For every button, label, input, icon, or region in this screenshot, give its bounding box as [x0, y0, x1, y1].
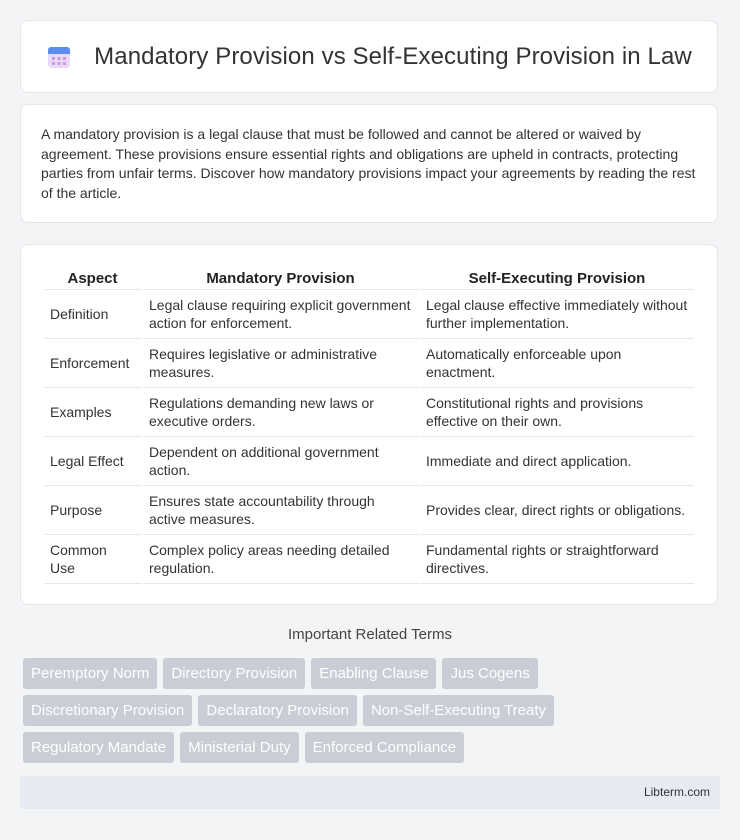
intro-card	[20, 104, 718, 223]
related-term-tag[interactable]: Discretionary Provision	[23, 695, 192, 726]
cell-mandatory: Dependent on additional government action.	[143, 437, 418, 486]
related-term-tag[interactable]: Peremptory Norm	[23, 658, 157, 689]
header-aspect: Aspect	[44, 263, 141, 290]
cell-aspect: Purpose	[44, 486, 141, 535]
intro-text: A mandatory provision is a legal clause that must be followed and cannot be altered or waived by agreement. These provisions ensure essential rights and obligations are upheld in contracts, protecting parties from unfair terms. Discover how mandatory provisions impact your agreements by reading the rest of the article.	[41, 126, 696, 201]
cell-aspect: Enforcement	[44, 339, 141, 388]
comparison-card	[20, 244, 718, 605]
related-terms-title: Important Related Terms	[288, 626, 452, 643]
related-term-tag[interactable]: Regulatory Mandate	[23, 732, 174, 763]
related-terms-list	[23, 658, 723, 769]
footer	[20, 776, 720, 809]
table-row	[44, 290, 694, 339]
related-term-tag[interactable]: Enabling Clause	[311, 658, 436, 689]
related-term-tag[interactable]: Non-Self-Executing Treaty	[363, 695, 554, 726]
related-terms-row	[23, 658, 723, 689]
calendar-icon	[46, 44, 72, 70]
table-row	[44, 388, 694, 437]
footer-brand[interactable]: Libterm.com	[643, 785, 710, 799]
related-term-tag[interactable]: Jus Cogens	[442, 658, 537, 689]
page-title: Mandatory Provision vs Self-Executing Provision in Law	[94, 42, 692, 70]
table-row	[44, 437, 694, 486]
header-self-executing: Self-Executing Provision	[420, 263, 694, 290]
cell-self-executing: Fundamental rights or straightforward directives.	[420, 535, 694, 584]
related-term-tag[interactable]: Declaratory Provision	[198, 695, 357, 726]
cell-mandatory: Regulations demanding new laws or executive orders.	[143, 388, 418, 437]
cell-aspect: Legal Effect	[44, 437, 141, 486]
cell-aspect: Examples	[44, 388, 141, 437]
header-mandatory: Mandatory Provision	[143, 263, 418, 290]
cell-mandatory: Ensures state accountability through active measures.	[143, 486, 418, 535]
cell-self-executing: Legal clause effective immediately without further implementation.	[420, 290, 694, 339]
cell-self-executing: Constitutional rights and provisions effective on their own.	[420, 388, 694, 437]
cell-mandatory: Requires legislative or administrative measures.	[143, 339, 418, 388]
cell-aspect: Definition	[44, 290, 141, 339]
related-terms-row	[23, 732, 723, 763]
cell-self-executing: Automatically enforceable upon enactment.	[420, 339, 694, 388]
cell-aspect: Common Use	[44, 535, 141, 584]
cell-self-executing: Provides clear, direct rights or obligations.	[420, 486, 694, 535]
table-row	[44, 486, 694, 535]
comparison-table	[42, 263, 696, 584]
related-term-tag[interactable]: Ministerial Duty	[180, 732, 299, 763]
related-term-tag[interactable]: Directory Provision	[163, 658, 305, 689]
related-term-tag[interactable]: Enforced Compliance	[305, 732, 464, 763]
table-header-row	[44, 263, 694, 290]
cell-mandatory: Legal clause requiring explicit government action for enforcement.	[143, 290, 418, 339]
table-row	[44, 535, 694, 584]
table-row	[44, 339, 694, 388]
related-terms-row	[23, 695, 723, 726]
cell-mandatory: Complex policy areas needing detailed regulation.	[143, 535, 418, 584]
cell-self-executing: Immediate and direct application.	[420, 437, 694, 486]
header-card	[20, 20, 718, 93]
